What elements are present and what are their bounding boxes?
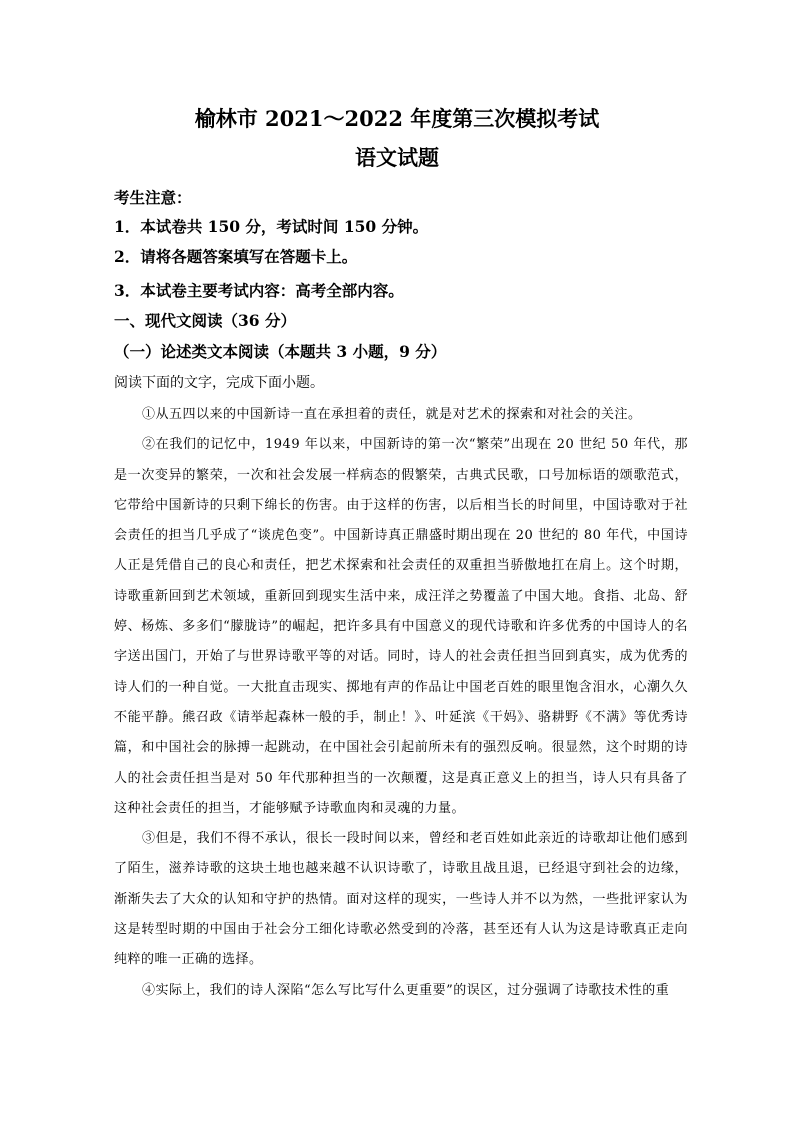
exam-title: 榆林市 2021～2022 年度第三次模拟考试 — [194, 106, 600, 131]
reading-passage — [114, 400, 688, 1006]
notice-item-2: 2．请将各题答案填写在答题卡上。 — [114, 247, 358, 266]
notice-heading: 考生注意： — [114, 188, 192, 207]
section-title: 一、现代文阅读（36 分） — [114, 311, 296, 330]
passage-paragraph-4: ④实际上，我们的诗人深陷“怎么写比写什么更重要”的误区，过分强调了诗歌技术性的重 — [142, 982, 670, 998]
section-subtitle: （一）论述类文本阅读（本题共 3 小题，9 分） — [114, 342, 447, 361]
passage-paragraph-2: ②在我们的记忆中，1949 年以来，中国新诗的第一次“繁荣”出现在 20 世纪 50 年代，那是一次变异的繁荣，一次和社会发展一样病态的假繁荣，古典式民歌，口号加标语的颂歌范式，它带给中国新诗的只剩下绵长的伤害。由于这样的伤害，以后相当长的时间里，中国诗歌对于社会责任的担当几乎成了“谈虎色变”。中国新诗真正鼎盛时期出现在 20 世纪的 80 年代，中国诗人正是凭借自己的良心和责任，把艺术探索和社会责任的双重担当骄傲地扛在肩上。这个时期，诗歌重新回到艺术领域，重新回到现实生活中来，成汪洋之势覆盖了中国大地。食指、北岛、舒婷、杨炼、多多们“朦胧诗”的崛起，把许多具有中国意义的现代诗歌和许多优秀的中国诗人的名字送出国门，开始了与世界诗歌平等的对话。同时，诗人的社会责任担当回到真实，成为优秀的诗人们的一种自觉。一大批直击现实、掷地有声的作品让中国老百姓的眼里饱含泪水，心潮久久不能平静。熊召政《请举起森林一般的手，制止！》、叶延滨《干妈》、骆耕野《不满》等优秀诗篇，和中国社会的脉搏一起跳动，在中国社会引起前所未有的强烈反响。很显然，这个时期的诗人的社会责任担当是对 50 年代那种担当的一次颠覆，这是真正意义上的担当，诗人只有具备了这种社会责任的担当，才能够赋予诗歌血肉和灵魂的力量。 — [114, 437, 688, 816]
passage-paragraph-3: ③但是，我们不得不承认，很长一段时间以来，曾经和老百姓如此亲近的诗歌却让他们感到了陌生，滋养诗歌的这块土地也越来越不认识诗歌了，诗歌且战且退，已经退守到社会的边缘，渐渐失去了大众的认知和守护的热情。面对这样的现实，一些诗人并不以为然，一些批评家认为这是转型时期的中国由于社会分工细化诗歌必然受到的冷落，甚至还有人认为这是诗歌真正走向纯粹的唯一正确的选择。 — [114, 831, 688, 968]
reading-instruction: 阅读下面的文字，完成下面小题。 — [114, 375, 324, 391]
notice-item-1: 1．本试卷共 150 分，考试时间 150 分钟。 — [114, 217, 429, 236]
exam-subtitle: 语文试题 — [355, 145, 439, 170]
passage-paragraph-1: ①从五四以来的中国新诗一直在承担着的责任，就是对艺术的探索和对社会的关注。 — [142, 407, 642, 422]
notice-item-3: 3．本试卷主要考试内容：高考全部内容。 — [114, 281, 404, 300]
